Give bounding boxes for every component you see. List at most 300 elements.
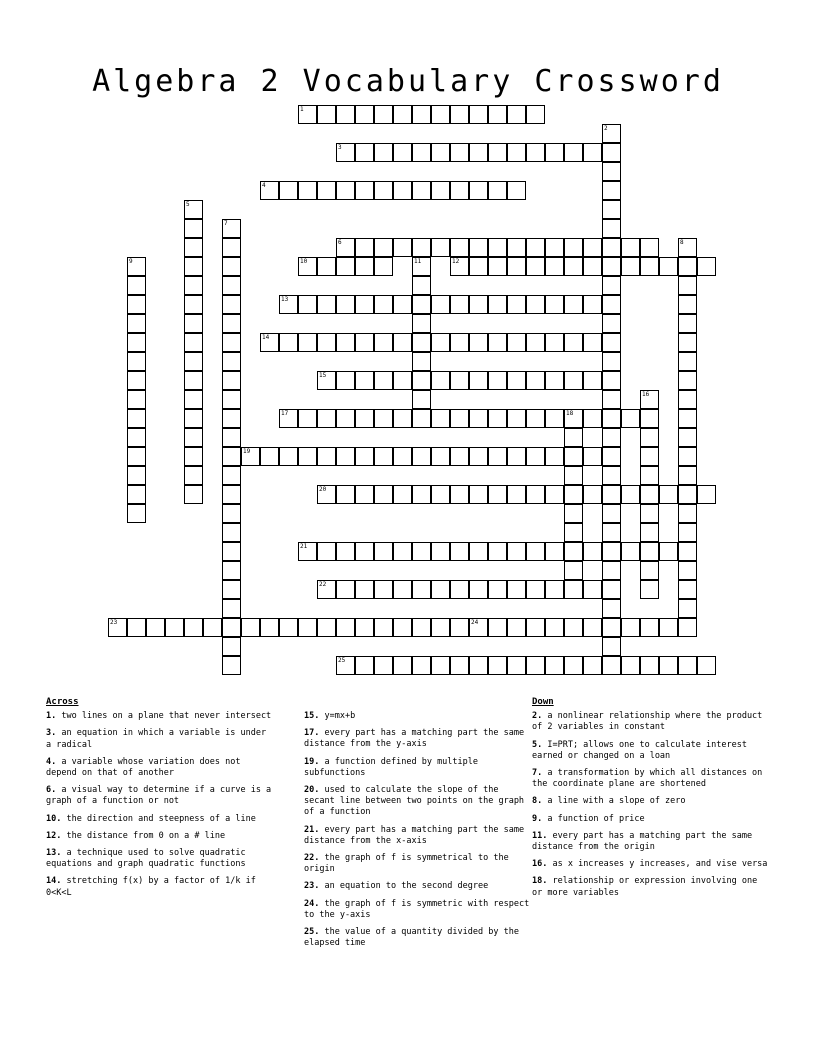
grid-cell[interactable] <box>450 181 469 200</box>
grid-cell[interactable] <box>374 409 393 428</box>
grid-cell[interactable] <box>222 637 241 656</box>
grid-cell[interactable] <box>602 485 621 504</box>
grid-cell[interactable] <box>184 314 203 333</box>
grid-cell[interactable] <box>450 371 469 390</box>
grid-cell[interactable] <box>678 580 697 599</box>
grid-cell[interactable] <box>279 447 298 466</box>
grid-cell[interactable] <box>602 428 621 447</box>
grid-cell[interactable] <box>583 618 602 637</box>
grid-cell[interactable] <box>450 447 469 466</box>
grid-cell[interactable] <box>127 428 146 447</box>
grid-cell[interactable] <box>583 447 602 466</box>
grid-cell[interactable] <box>450 333 469 352</box>
grid-cell[interactable] <box>393 295 412 314</box>
grid-cell[interactable] <box>374 371 393 390</box>
grid-cell[interactable] <box>583 143 602 162</box>
grid-cell[interactable] <box>127 618 146 637</box>
grid-cell[interactable] <box>412 352 431 371</box>
grid-cell[interactable] <box>184 238 203 257</box>
grid-cell[interactable] <box>374 485 393 504</box>
grid-cell[interactable] <box>355 333 374 352</box>
grid-cell[interactable] <box>450 542 469 561</box>
grid-cell[interactable] <box>260 333 279 352</box>
grid-cell[interactable] <box>393 542 412 561</box>
grid-cell[interactable] <box>127 390 146 409</box>
grid-cell[interactable] <box>317 618 336 637</box>
grid-cell[interactable] <box>393 656 412 675</box>
grid-cell[interactable] <box>127 371 146 390</box>
grid-cell[interactable] <box>526 485 545 504</box>
grid-cell[interactable] <box>222 561 241 580</box>
grid-cell[interactable] <box>431 333 450 352</box>
grid-cell[interactable] <box>317 181 336 200</box>
grid-cell[interactable] <box>450 580 469 599</box>
grid-cell[interactable] <box>469 485 488 504</box>
grid-cell[interactable] <box>469 371 488 390</box>
grid-cell[interactable] <box>678 371 697 390</box>
grid-cell[interactable] <box>659 618 678 637</box>
grid-cell[interactable] <box>564 485 583 504</box>
grid-cell[interactable] <box>431 409 450 428</box>
grid-cell[interactable] <box>279 409 298 428</box>
grid-cell[interactable] <box>336 105 355 124</box>
grid-cell[interactable] <box>298 333 317 352</box>
grid-cell[interactable] <box>602 656 621 675</box>
grid-cell[interactable] <box>564 542 583 561</box>
grid-cell[interactable] <box>507 143 526 162</box>
grid-cell[interactable] <box>393 238 412 257</box>
grid-cell[interactable] <box>545 618 564 637</box>
grid-cell[interactable] <box>678 542 697 561</box>
grid-cell[interactable] <box>526 618 545 637</box>
grid-cell[interactable] <box>545 371 564 390</box>
grid-cell[interactable] <box>488 656 507 675</box>
grid-cell[interactable] <box>374 181 393 200</box>
grid-cell[interactable] <box>279 295 298 314</box>
grid-cell[interactable] <box>545 238 564 257</box>
grid-cell[interactable] <box>678 428 697 447</box>
grid-cell[interactable] <box>602 561 621 580</box>
grid-cell[interactable] <box>602 162 621 181</box>
grid-cell[interactable] <box>564 504 583 523</box>
grid-cell[interactable] <box>317 371 336 390</box>
grid-cell[interactable] <box>374 295 393 314</box>
grid-cell[interactable] <box>317 105 336 124</box>
grid-cell[interactable] <box>602 523 621 542</box>
grid-cell[interactable] <box>564 295 583 314</box>
grid-cell[interactable] <box>602 618 621 637</box>
grid-cell[interactable] <box>184 295 203 314</box>
grid-cell[interactable] <box>317 295 336 314</box>
grid-cell[interactable] <box>545 447 564 466</box>
grid-cell[interactable] <box>602 238 621 257</box>
grid-cell[interactable] <box>507 409 526 428</box>
grid-cell[interactable] <box>127 257 146 276</box>
grid-cell[interactable] <box>526 333 545 352</box>
grid-cell[interactable] <box>564 618 583 637</box>
grid-cell[interactable] <box>222 390 241 409</box>
grid-cell[interactable] <box>412 618 431 637</box>
grid-cell[interactable] <box>317 542 336 561</box>
grid-cell[interactable] <box>222 257 241 276</box>
grid-cell[interactable] <box>526 105 545 124</box>
grid-cell[interactable] <box>564 466 583 485</box>
grid-cell[interactable] <box>450 485 469 504</box>
grid-cell[interactable] <box>469 257 488 276</box>
grid-cell[interactable] <box>507 542 526 561</box>
grid-cell[interactable] <box>222 219 241 238</box>
grid-cell[interactable] <box>336 333 355 352</box>
grid-cell[interactable] <box>184 219 203 238</box>
grid-cell[interactable] <box>184 276 203 295</box>
grid-cell[interactable] <box>602 219 621 238</box>
grid-cell[interactable] <box>678 314 697 333</box>
grid-cell[interactable] <box>184 257 203 276</box>
grid-cell[interactable] <box>659 257 678 276</box>
grid-cell[interactable] <box>545 143 564 162</box>
grid-cell[interactable] <box>640 561 659 580</box>
grid-cell[interactable] <box>393 181 412 200</box>
grid-cell[interactable] <box>602 637 621 656</box>
grid-cell[interactable] <box>412 390 431 409</box>
grid-cell[interactable] <box>298 618 317 637</box>
grid-cell[interactable] <box>678 466 697 485</box>
grid-cell[interactable] <box>526 371 545 390</box>
grid-cell[interactable] <box>374 143 393 162</box>
grid-cell[interactable] <box>412 257 431 276</box>
grid-cell[interactable] <box>488 257 507 276</box>
grid-cell[interactable] <box>678 390 697 409</box>
grid-cell[interactable] <box>602 447 621 466</box>
grid-cell[interactable] <box>222 314 241 333</box>
grid-cell[interactable] <box>393 580 412 599</box>
grid-cell[interactable] <box>412 485 431 504</box>
grid-cell[interactable] <box>431 580 450 599</box>
grid-cell[interactable] <box>298 409 317 428</box>
grid-cell[interactable] <box>602 580 621 599</box>
grid-cell[interactable] <box>640 504 659 523</box>
grid-cell[interactable] <box>488 580 507 599</box>
grid-cell[interactable] <box>355 485 374 504</box>
grid-cell[interactable] <box>222 618 241 637</box>
grid-cell[interactable] <box>488 181 507 200</box>
grid-cell[interactable] <box>621 485 640 504</box>
grid-cell[interactable] <box>602 124 621 143</box>
grid-cell[interactable] <box>184 333 203 352</box>
grid-cell[interactable] <box>564 523 583 542</box>
grid-cell[interactable] <box>583 542 602 561</box>
grid-cell[interactable] <box>659 485 678 504</box>
grid-cell[interactable] <box>431 656 450 675</box>
grid-cell[interactable] <box>564 447 583 466</box>
grid-cell[interactable] <box>526 295 545 314</box>
grid-cell[interactable] <box>583 257 602 276</box>
grid-cell[interactable] <box>222 238 241 257</box>
grid-cell[interactable] <box>412 276 431 295</box>
grid-cell[interactable] <box>488 105 507 124</box>
grid-cell[interactable] <box>412 656 431 675</box>
grid-cell[interactable] <box>564 371 583 390</box>
grid-cell[interactable] <box>488 143 507 162</box>
grid-cell[interactable] <box>526 580 545 599</box>
grid-cell[interactable] <box>184 485 203 504</box>
grid-cell[interactable] <box>621 238 640 257</box>
grid-cell[interactable] <box>336 238 355 257</box>
grid-cell[interactable] <box>431 181 450 200</box>
grid-cell[interactable] <box>678 409 697 428</box>
grid-cell[interactable] <box>431 447 450 466</box>
grid-cell[interactable] <box>507 257 526 276</box>
grid-cell[interactable] <box>222 352 241 371</box>
grid-cell[interactable] <box>222 447 241 466</box>
grid-cell[interactable] <box>222 276 241 295</box>
grid-cell[interactable] <box>678 504 697 523</box>
grid-cell[interactable] <box>602 409 621 428</box>
grid-cell[interactable] <box>279 181 298 200</box>
grid-cell[interactable] <box>127 352 146 371</box>
grid-cell[interactable] <box>469 447 488 466</box>
grid-cell[interactable] <box>222 523 241 542</box>
grid-cell[interactable] <box>545 656 564 675</box>
grid-cell[interactable] <box>412 314 431 333</box>
grid-cell[interactable] <box>507 371 526 390</box>
grid-cell[interactable] <box>127 447 146 466</box>
grid-cell[interactable] <box>564 428 583 447</box>
grid-cell[interactable] <box>450 409 469 428</box>
grid-cell[interactable] <box>374 580 393 599</box>
grid-cell[interactable] <box>526 542 545 561</box>
grid-cell[interactable] <box>317 409 336 428</box>
grid-cell[interactable] <box>355 181 374 200</box>
grid-cell[interactable] <box>583 485 602 504</box>
grid-cell[interactable] <box>374 257 393 276</box>
grid-cell[interactable] <box>621 409 640 428</box>
grid-cell[interactable] <box>127 314 146 333</box>
grid-cell[interactable] <box>583 295 602 314</box>
grid-cell[interactable] <box>602 181 621 200</box>
grid-cell[interactable] <box>184 200 203 219</box>
grid-cell[interactable] <box>640 485 659 504</box>
grid-cell[interactable] <box>393 447 412 466</box>
grid-cell[interactable] <box>374 238 393 257</box>
grid-cell[interactable] <box>564 143 583 162</box>
grid-cell[interactable] <box>127 276 146 295</box>
grid-cell[interactable] <box>526 257 545 276</box>
grid-cell[interactable] <box>127 466 146 485</box>
grid-cell[interactable] <box>602 599 621 618</box>
grid-cell[interactable] <box>279 333 298 352</box>
grid-cell[interactable] <box>260 618 279 637</box>
grid-cell[interactable] <box>355 257 374 276</box>
grid-cell[interactable] <box>184 618 203 637</box>
grid-cell[interactable] <box>507 105 526 124</box>
grid-cell[interactable] <box>412 295 431 314</box>
grid-cell[interactable] <box>678 238 697 257</box>
grid-cell[interactable] <box>222 428 241 447</box>
grid-cell[interactable] <box>678 523 697 542</box>
grid-cell[interactable] <box>469 295 488 314</box>
grid-cell[interactable] <box>564 580 583 599</box>
grid-cell[interactable] <box>336 485 355 504</box>
grid-cell[interactable] <box>412 333 431 352</box>
grid-cell[interactable] <box>640 618 659 637</box>
grid-cell[interactable] <box>621 618 640 637</box>
grid-cell[interactable] <box>507 447 526 466</box>
grid-cell[interactable] <box>583 371 602 390</box>
grid-cell[interactable] <box>165 618 184 637</box>
grid-cell[interactable] <box>127 333 146 352</box>
grid-cell[interactable] <box>488 295 507 314</box>
grid-cell[interactable] <box>469 333 488 352</box>
grid-cell[interactable] <box>412 143 431 162</box>
grid-cell[interactable] <box>640 428 659 447</box>
grid-cell[interactable] <box>545 295 564 314</box>
grid-cell[interactable] <box>298 257 317 276</box>
grid-cell[interactable] <box>488 409 507 428</box>
grid-cell[interactable] <box>526 656 545 675</box>
grid-cell[interactable] <box>431 485 450 504</box>
grid-cell[interactable] <box>393 409 412 428</box>
grid-cell[interactable] <box>374 105 393 124</box>
grid-cell[interactable] <box>602 200 621 219</box>
grid-cell[interactable] <box>602 257 621 276</box>
grid-cell[interactable] <box>507 485 526 504</box>
grid-cell[interactable] <box>583 409 602 428</box>
grid-cell[interactable] <box>450 105 469 124</box>
grid-cell[interactable] <box>317 333 336 352</box>
grid-cell[interactable] <box>583 580 602 599</box>
grid-cell[interactable] <box>222 333 241 352</box>
grid-cell[interactable] <box>336 618 355 637</box>
grid-cell[interactable] <box>545 580 564 599</box>
grid-cell[interactable] <box>374 618 393 637</box>
grid-cell[interactable] <box>393 485 412 504</box>
grid-cell[interactable] <box>488 238 507 257</box>
grid-cell[interactable] <box>564 333 583 352</box>
grid-cell[interactable] <box>507 618 526 637</box>
grid-cell[interactable] <box>602 143 621 162</box>
grid-cell[interactable] <box>355 618 374 637</box>
grid-cell[interactable] <box>203 618 222 637</box>
grid-cell[interactable] <box>431 238 450 257</box>
grid-cell[interactable] <box>184 409 203 428</box>
grid-cell[interactable] <box>545 542 564 561</box>
grid-cell[interactable] <box>146 618 165 637</box>
grid-cell[interactable] <box>355 143 374 162</box>
grid-cell[interactable] <box>317 580 336 599</box>
grid-cell[interactable] <box>184 390 203 409</box>
grid-cell[interactable] <box>545 333 564 352</box>
grid-cell[interactable] <box>526 409 545 428</box>
grid-cell[interactable] <box>526 447 545 466</box>
grid-cell[interactable] <box>127 295 146 314</box>
grid-cell[interactable] <box>336 409 355 428</box>
grid-cell[interactable] <box>602 333 621 352</box>
grid-cell[interactable] <box>678 276 697 295</box>
grid-cell[interactable] <box>412 542 431 561</box>
grid-cell[interactable] <box>184 371 203 390</box>
grid-cell[interactable] <box>412 105 431 124</box>
grid-cell[interactable] <box>488 542 507 561</box>
grid-cell[interactable] <box>602 295 621 314</box>
grid-cell[interactable] <box>583 333 602 352</box>
grid-cell[interactable] <box>127 504 146 523</box>
grid-cell[interactable] <box>697 656 716 675</box>
grid-cell[interactable] <box>564 409 583 428</box>
grid-cell[interactable] <box>336 580 355 599</box>
grid-cell[interactable] <box>678 599 697 618</box>
grid-cell[interactable] <box>602 314 621 333</box>
grid-cell[interactable] <box>507 656 526 675</box>
grid-cell[interactable] <box>564 238 583 257</box>
grid-cell[interactable] <box>469 105 488 124</box>
grid-cell[interactable] <box>469 181 488 200</box>
grid-cell[interactable] <box>583 656 602 675</box>
grid-cell[interactable] <box>260 181 279 200</box>
grid-cell[interactable] <box>640 390 659 409</box>
grid-cell[interactable] <box>678 447 697 466</box>
grid-cell[interactable] <box>545 409 564 428</box>
grid-cell[interactable] <box>393 333 412 352</box>
grid-cell[interactable] <box>564 561 583 580</box>
grid-cell[interactable] <box>602 352 621 371</box>
grid-cell[interactable] <box>469 618 488 637</box>
grid-cell[interactable] <box>678 485 697 504</box>
grid-cell[interactable] <box>678 257 697 276</box>
grid-cell[interactable] <box>488 485 507 504</box>
grid-cell[interactable] <box>317 257 336 276</box>
grid-cell[interactable] <box>469 580 488 599</box>
grid-cell[interactable] <box>640 580 659 599</box>
grid-cell[interactable] <box>184 466 203 485</box>
grid-cell[interactable] <box>222 295 241 314</box>
grid-cell[interactable] <box>298 542 317 561</box>
grid-cell[interactable] <box>222 542 241 561</box>
grid-cell[interactable] <box>488 618 507 637</box>
grid-cell[interactable] <box>545 257 564 276</box>
grid-cell[interactable] <box>355 447 374 466</box>
grid-cell[interactable] <box>564 257 583 276</box>
grid-cell[interactable] <box>298 181 317 200</box>
grid-cell[interactable] <box>222 504 241 523</box>
grid-cell[interactable] <box>393 371 412 390</box>
grid-cell[interactable] <box>412 238 431 257</box>
grid-cell[interactable] <box>621 257 640 276</box>
grid-cell[interactable] <box>336 257 355 276</box>
grid-cell[interactable] <box>412 409 431 428</box>
grid-cell[interactable] <box>355 371 374 390</box>
grid-cell[interactable] <box>336 295 355 314</box>
grid-cell[interactable] <box>488 447 507 466</box>
grid-cell[interactable] <box>450 656 469 675</box>
grid-cell[interactable] <box>450 257 469 276</box>
grid-cell[interactable] <box>355 656 374 675</box>
grid-cell[interactable] <box>526 238 545 257</box>
grid-cell[interactable] <box>640 238 659 257</box>
grid-cell[interactable] <box>469 143 488 162</box>
grid-cell[interactable] <box>222 485 241 504</box>
grid-cell[interactable] <box>678 561 697 580</box>
grid-cell[interactable] <box>108 618 127 637</box>
grid-cell[interactable] <box>640 466 659 485</box>
grid-cell[interactable] <box>545 485 564 504</box>
grid-cell[interactable] <box>355 542 374 561</box>
grid-cell[interactable] <box>355 580 374 599</box>
grid-cell[interactable] <box>659 542 678 561</box>
grid-cell[interactable] <box>640 523 659 542</box>
grid-cell[interactable] <box>469 238 488 257</box>
grid-cell[interactable] <box>640 542 659 561</box>
